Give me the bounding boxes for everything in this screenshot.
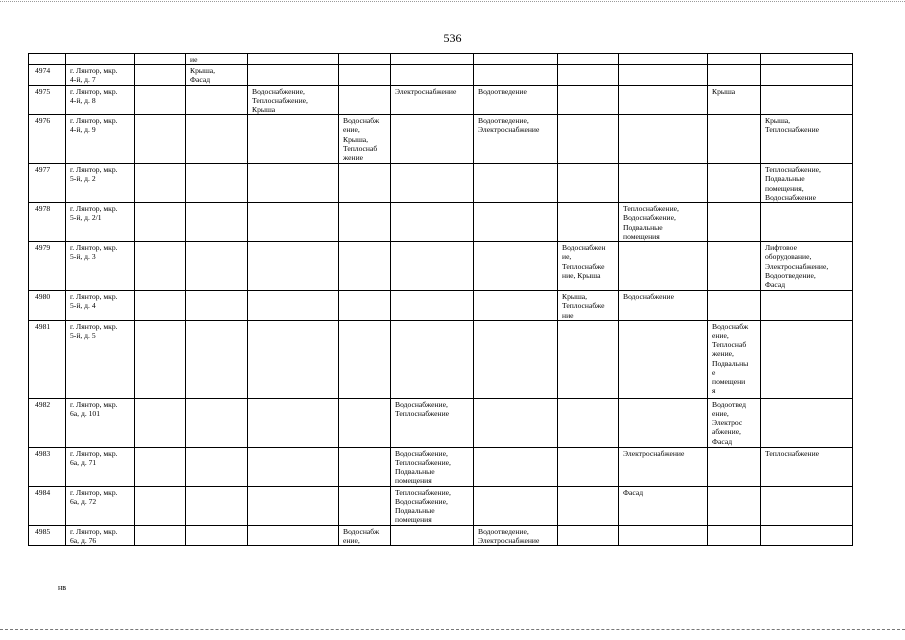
- work-type-cell: [135, 398, 186, 447]
- table-row: [29, 164, 853, 203]
- work-type-cell: [619, 85, 708, 115]
- work-type-cell: [558, 447, 619, 486]
- work-type-cell: [474, 164, 558, 203]
- work-type-cell: [474, 203, 558, 242]
- work-type-cell: [135, 85, 186, 115]
- address-cell: г. Лянтор, мкр. 6а, д. 72: [66, 486, 135, 525]
- table-row: [29, 320, 853, 398]
- address-cell: г. Лянтор, мкр. 5-й, д. 3: [66, 242, 135, 291]
- work-type-cell: [248, 486, 339, 525]
- work-type-cell: [558, 525, 619, 545]
- work-type-cell: [558, 164, 619, 203]
- work-type-cell: [558, 486, 619, 525]
- row-number-cell: 4976: [29, 115, 66, 164]
- table-row: [29, 115, 853, 164]
- work-type-cell: [619, 320, 708, 398]
- work-type-cell: [761, 525, 853, 545]
- work-type-cell: [708, 486, 761, 525]
- work-type-cell: [391, 54, 474, 65]
- row-number-cell: 4985: [29, 525, 66, 545]
- work-type-cell: [708, 242, 761, 291]
- work-type-cell: [558, 115, 619, 164]
- work-type-cell: [248, 525, 339, 545]
- work-type-cell: [248, 54, 339, 65]
- work-type-cell: [474, 242, 558, 291]
- work-type-cell: [186, 85, 248, 115]
- work-type-cell: [391, 320, 474, 398]
- work-type-cell: [339, 291, 391, 321]
- table-row: [29, 291, 853, 321]
- work-type-cell: [248, 242, 339, 291]
- work-type-cell: [339, 85, 391, 115]
- work-type-cell: [619, 164, 708, 203]
- work-type-cell: [761, 398, 853, 447]
- scan-edge-top: [0, 1, 905, 2]
- work-type-cell: Водоотведение, Электроснабжение: [474, 525, 558, 545]
- work-type-cell: [186, 486, 248, 525]
- work-type-cell: [708, 525, 761, 545]
- work-type-cell: [391, 291, 474, 321]
- work-type-cell: [619, 242, 708, 291]
- work-type-cell: [761, 291, 853, 321]
- footer-mark: нв: [58, 583, 67, 592]
- work-type-cell: [339, 320, 391, 398]
- work-type-cell: [391, 115, 474, 164]
- work-type-cell: [761, 203, 853, 242]
- table-row: [29, 486, 853, 525]
- work-type-cell: [135, 203, 186, 242]
- table-row: [29, 242, 853, 291]
- work-type-cell: [391, 65, 474, 85]
- table-row: [29, 525, 853, 545]
- address-cell: г. Лянтор, мкр. 4-й, д. 7: [66, 65, 135, 85]
- work-type-cell: [761, 65, 853, 85]
- table-row: [29, 54, 853, 65]
- work-type-cell: [619, 54, 708, 65]
- address-cell: г. Лянтор, мкр. 5-й, д. 4: [66, 291, 135, 321]
- work-type-cell: [135, 115, 186, 164]
- work-type-cell: [135, 525, 186, 545]
- work-type-cell: [135, 54, 186, 65]
- work-type-cell: [761, 85, 853, 115]
- table-row: [29, 85, 853, 115]
- work-type-cell: [339, 486, 391, 525]
- work-type-cell: [135, 164, 186, 203]
- work-type-cell: [248, 164, 339, 203]
- row-number-cell: 4980: [29, 291, 66, 321]
- work-type-cell: [558, 85, 619, 115]
- work-type-cell: [339, 447, 391, 486]
- work-type-cell: Крыша, Фасад: [186, 65, 248, 85]
- work-type-cell: Электроснабжение: [391, 85, 474, 115]
- row-number-cell: 4981: [29, 320, 66, 398]
- work-type-cell: [474, 65, 558, 85]
- work-type-cell: Крыша: [708, 85, 761, 115]
- work-type-cell: [708, 291, 761, 321]
- work-type-cell: [186, 115, 248, 164]
- work-type-cell: [619, 115, 708, 164]
- work-type-cell: Водоснабжение, Теплоснабжение, Крыша: [248, 85, 339, 115]
- work-type-cell: [248, 65, 339, 85]
- work-type-cell: [391, 242, 474, 291]
- work-type-cell: [339, 398, 391, 447]
- row-number-cell: 4983: [29, 447, 66, 486]
- table-row: [29, 398, 853, 447]
- work-type-cell: [248, 447, 339, 486]
- work-type-cell: [391, 525, 474, 545]
- work-type-cell: [186, 398, 248, 447]
- work-type-cell: [558, 65, 619, 85]
- work-type-cell: ие: [186, 54, 248, 65]
- work-type-cell: Теплоснабжение, Водоснабжение, Подвальные помещения: [619, 203, 708, 242]
- work-type-cell: [339, 164, 391, 203]
- work-type-cell: [558, 320, 619, 398]
- address-cell: г. Лянтор, мкр. 4-й, д. 8: [66, 85, 135, 115]
- work-type-cell: [186, 447, 248, 486]
- work-type-cell: [708, 65, 761, 85]
- work-type-cell: [248, 320, 339, 398]
- work-type-cell: [474, 320, 558, 398]
- work-type-cell: [248, 398, 339, 447]
- row-number-cell: 4978: [29, 203, 66, 242]
- repair-schedule-table: [28, 53, 853, 546]
- scan-edge-bottom: [0, 629, 905, 630]
- work-type-cell: Крыша, Теплоснабжение: [761, 115, 853, 164]
- work-type-cell: Водоснабжение: [619, 291, 708, 321]
- work-type-cell: [391, 203, 474, 242]
- address-cell: г. Лянтор, мкр. 5-й, д. 2/1: [66, 203, 135, 242]
- work-type-cell: Водоотвед ение, Электрос абжение, Фасад: [708, 398, 761, 447]
- work-type-cell: Водоснабжение, Теплоснабжение: [391, 398, 474, 447]
- work-type-cell: Теплоснабжение, Водоснабжение, Подвальные помещения: [391, 486, 474, 525]
- work-type-cell: [339, 242, 391, 291]
- row-number-cell: 4984: [29, 486, 66, 525]
- work-type-cell: Водоотведение: [474, 85, 558, 115]
- work-type-cell: [339, 203, 391, 242]
- work-type-cell: [248, 115, 339, 164]
- work-type-cell: [474, 54, 558, 65]
- address-cell: г. Лянтор, мкр. 6а, д. 71: [66, 447, 135, 486]
- work-type-cell: [619, 525, 708, 545]
- address-cell: г. Лянтор, мкр. 5-й, д. 5: [66, 320, 135, 398]
- work-type-cell: [186, 203, 248, 242]
- work-type-cell: [186, 164, 248, 203]
- page-number: 536: [443, 31, 462, 45]
- table-row: [29, 65, 853, 85]
- address-cell: [66, 54, 135, 65]
- work-type-cell: [708, 164, 761, 203]
- work-type-cell: Теплоснабжение, Подвальные помещения, Водоснабжение: [761, 164, 853, 203]
- work-type-cell: Водоснабж ение, Крыша, Теплоснаб жение: [339, 115, 391, 164]
- row-number-cell: [29, 54, 66, 65]
- work-type-cell: [558, 398, 619, 447]
- address-cell: г. Лянтор, мкр. 6а, д. 101: [66, 398, 135, 447]
- work-type-cell: [135, 486, 186, 525]
- work-type-cell: [135, 291, 186, 321]
- row-number-cell: 4975: [29, 85, 66, 115]
- table-row: [29, 447, 853, 486]
- work-type-cell: Водоснабжение, Теплоснабжение, Подвальные помещения: [391, 447, 474, 486]
- work-type-cell: [761, 486, 853, 525]
- work-type-cell: [186, 242, 248, 291]
- address-cell: г. Лянтор, мкр. 5-й, д. 2: [66, 164, 135, 203]
- work-type-cell: Лифтовое оборудование, Электроснабжение, Водоотведение, Фасад: [761, 242, 853, 291]
- work-type-cell: Водоснабжен ие, Теплоснабже ние, Крыша: [558, 242, 619, 291]
- work-type-cell: [186, 320, 248, 398]
- work-type-cell: [339, 54, 391, 65]
- work-type-cell: [558, 54, 619, 65]
- work-type-cell: [708, 447, 761, 486]
- table-body: [29, 54, 853, 546]
- work-type-cell: [558, 203, 619, 242]
- work-type-cell: [474, 291, 558, 321]
- work-type-cell: [248, 291, 339, 321]
- work-type-cell: [186, 291, 248, 321]
- work-type-cell: [619, 65, 708, 85]
- table-row: [29, 203, 853, 242]
- work-type-cell: [708, 54, 761, 65]
- work-type-cell: Водоснабж ение, Теплоснаб жение, Подвальны е помещени я: [708, 320, 761, 398]
- address-cell: г. Лянтор, мкр. 4-й, д. 9: [66, 115, 135, 164]
- work-type-cell: [135, 65, 186, 85]
- row-number-cell: 4977: [29, 164, 66, 203]
- work-type-cell: [708, 203, 761, 242]
- work-type-cell: [135, 242, 186, 291]
- work-type-cell: Водоснабж ение,: [339, 525, 391, 545]
- work-type-cell: Теплоснабжение: [761, 447, 853, 486]
- work-type-cell: [135, 320, 186, 398]
- work-type-cell: [186, 525, 248, 545]
- work-type-cell: Водоотведение, Электроснабжение: [474, 115, 558, 164]
- work-type-cell: Крыша, Теплоснабже ние: [558, 291, 619, 321]
- work-type-cell: Фасад: [619, 486, 708, 525]
- work-type-cell: [339, 65, 391, 85]
- work-type-cell: [474, 398, 558, 447]
- work-type-cell: [391, 164, 474, 203]
- work-type-cell: [135, 447, 186, 486]
- row-number-cell: 4974: [29, 65, 66, 85]
- work-type-cell: [474, 486, 558, 525]
- work-type-cell: [761, 54, 853, 65]
- work-type-cell: [248, 203, 339, 242]
- row-number-cell: 4979: [29, 242, 66, 291]
- work-type-cell: [619, 398, 708, 447]
- work-type-cell: [708, 115, 761, 164]
- work-type-cell: [474, 447, 558, 486]
- address-cell: г. Лянтор, мкр. 6а, д. 76: [66, 525, 135, 545]
- work-type-cell: [761, 320, 853, 398]
- work-type-cell: Электроснабжение: [619, 447, 708, 486]
- row-number-cell: 4982: [29, 398, 66, 447]
